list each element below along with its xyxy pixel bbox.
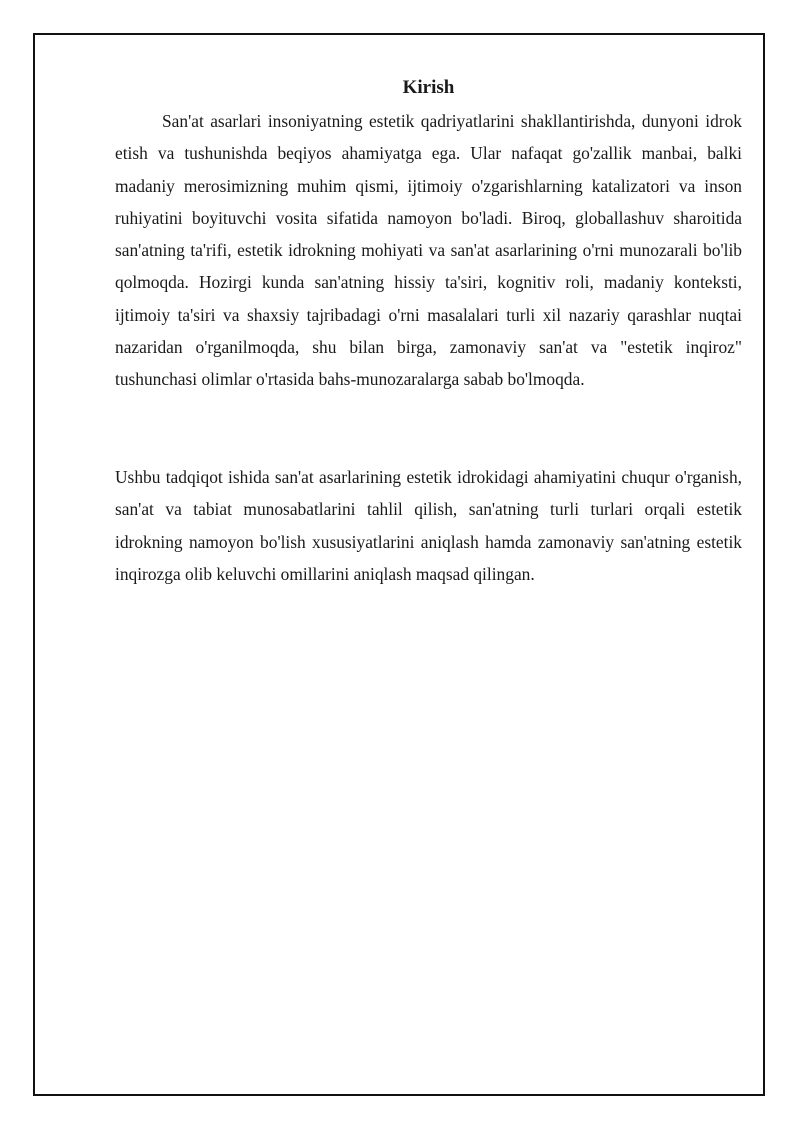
paragraph-research-goal: Ushbu tadqiqot ishida san'at asarlarining estetik idrokidagi ahamiyatini chuqur o'rganish, san'at va tabiat munosabatlarini tahlil qilish, san'atning turli turlari orqali estetik idrokning namoyon bo'lish xususiyatlarini aniqlash hamda zamonaviy san'atning estetik inqirozga olib keluvchi omillarini aniqlash maqsad qilingan. [115,467,742,584]
document-heading: Kirish [402,77,455,98]
paragraph-introduction: San'at asarlari insoniyatning estetik qadriyatlarini shakllantirishda, dunyoni idrok etish va tushunishda beqiyos ahamiyatga ega. Ular nafaqat go'zallik manbai, balki madaniy merosimizning muhim qismi, ijtimoiy o'zgarishlarning katalizatori va inson ruhiyatini boyituvchi vosita sifatida namoyon bo'ladi. Biroq, globallashuv sharoitida san'atning ta'rifi, estetik idrokning mohiyati va san'at asarlarining o'rni munozarali bo'lib qolmoqda. Hozirgi kunda san'atning hissiy ta'siri, kognitiv roli, madaniy konteksti, ijtimoiy ta'siri va shaxsiy tajribadagi o'rni masalalari turli xil nazariy qarashlar nuqtai nazaridan o'rganilmoqda, shu bilan birga, zamonaviy san'at va "estetik inqiroz" tushunchasi olimlar o'rtasida bahs-munozaralarga sabab bo'lmoqda. [115,111,742,390]
